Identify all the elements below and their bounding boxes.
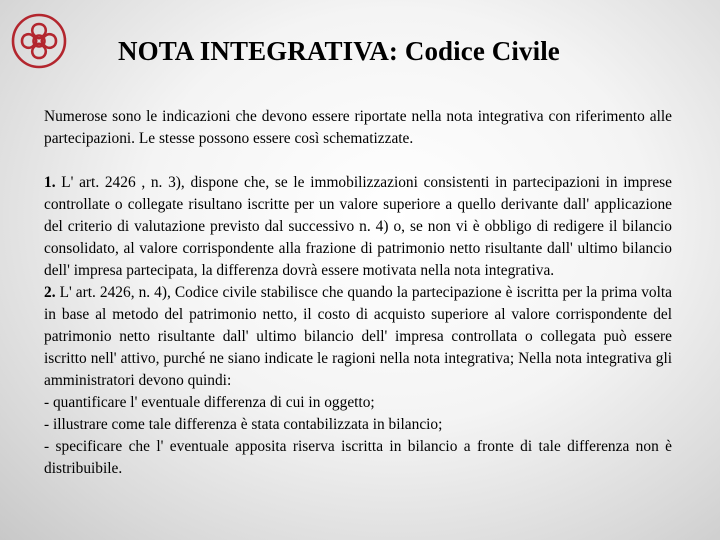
logo-svg xyxy=(10,12,68,70)
point-1 xyxy=(44,172,672,282)
bullet-item: - specificare che l' eventuale apposita riserva iscritta in bilancio a fronte di tale differenza non è distribuibile. xyxy=(44,438,672,477)
point-text: L' art. 2426 , n. 3), dispone che, se le immobilizzazioni consistenti in partecipazioni in imprese controllate o collegate risultano iscritte per un valore superiore a quello derivante dall' applicazione del criterio di valutazione previsto dal successivo n. 4) o, se non vi è obbligo di redigere il bilancio consolidato, al valore corrispondente alla frazione di patrimonio netto risultante dall' ultimo bilancio dell' impresa partecipata, la differenza dovrà essere motivata nella nota integrativa. xyxy=(44,174,672,279)
point-2 xyxy=(44,282,672,392)
point-text: L' art. 2426, n. 4), Codice civile stabilisce che quando la partecipazione è iscritta per la prima volta in base al metodo del patrimonio netto, il costo di acquisto superiore al valore corrispondente del patrimonio netto risultante dall' ultimo bilancio dell' impresa controllata o collegata può essere iscritto nell' attivo, purché ne siano indicate le ragioni nella nota integrativa; Nella nota integrativa gli amministratori devono quindi: xyxy=(44,284,672,389)
knot-emblem-icon xyxy=(10,12,68,70)
bullet-item: - illustrare come tale differenza è stata contabilizzata in bilancio; xyxy=(44,416,443,433)
body-text xyxy=(44,106,672,480)
point-number: 2. xyxy=(44,284,56,301)
intro-paragraph: Numerose sono le indicazioni che devono essere riportate nella nota integrativa con riferimento alle partecipazioni. Le stesse possono essere così schematizzate. xyxy=(44,108,672,147)
point-number: 1. xyxy=(44,174,56,191)
bullet-item: - quantificare l' eventuale differenza di cui in oggetto; xyxy=(44,394,375,411)
page-title: NOTA INTEGRATIVA: Codice Civile xyxy=(118,36,560,66)
